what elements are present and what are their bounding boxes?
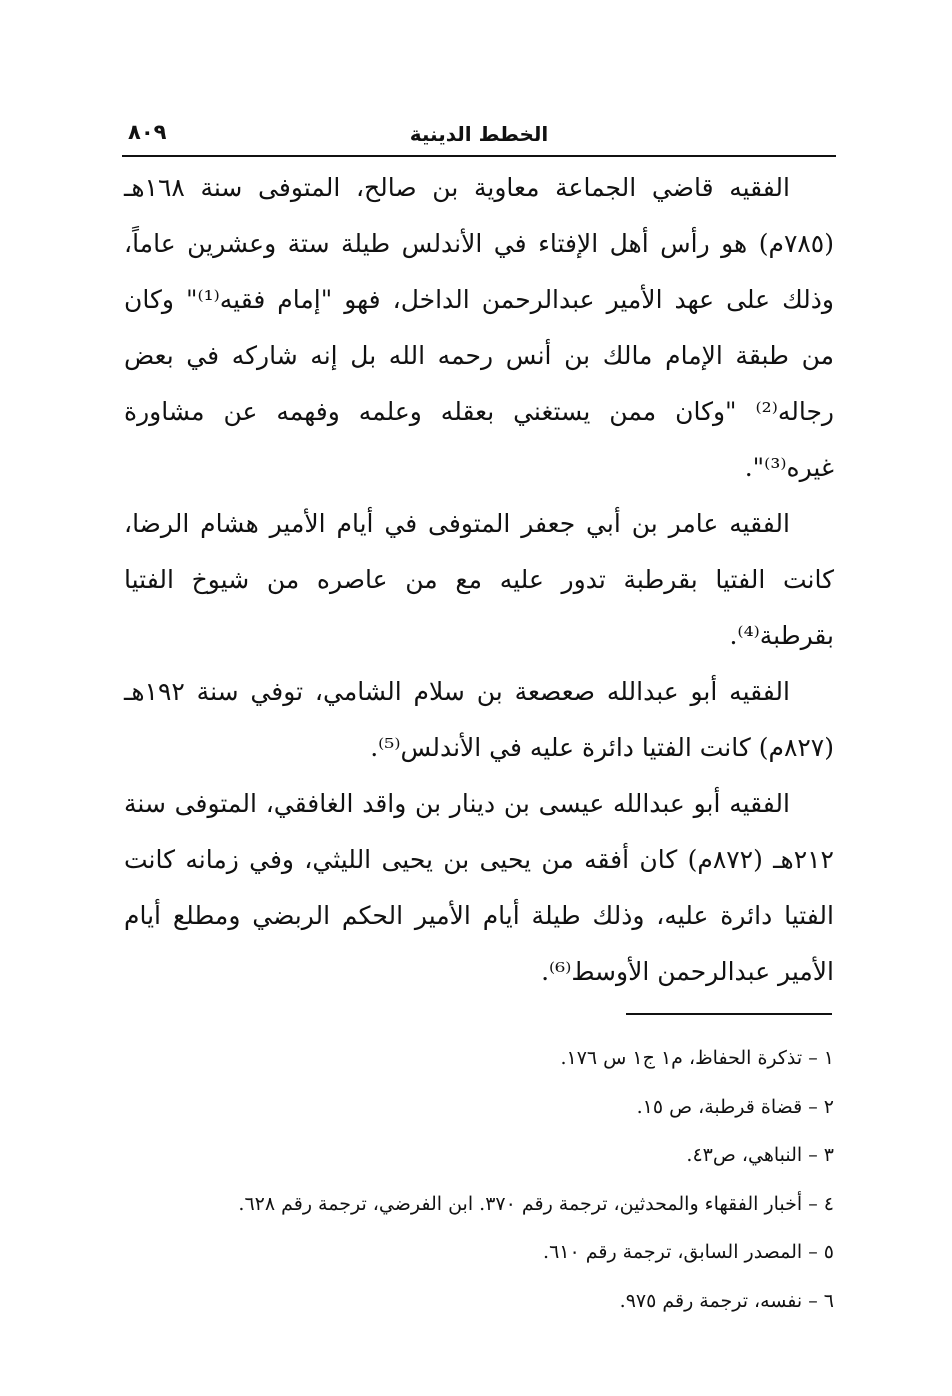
page-header [122,118,836,154]
body-text [124,160,834,1000]
footnotes-list [124,1034,834,1325]
paragraph: الفقيه أبو عبدالله صعصعة بن سلام الشامي، توفي سنة ١٩٢هـ (٨٢٧م) كانت الفتيا دائرة عليه في الأندلس⁽⁵⁾. [124,677,834,762]
header-rule [122,155,836,157]
paragraph: الفقيه أبو عبدالله عيسى بن دينار بن واقد الغافقي، المتوفى سنة ٢١٢هـ (٨٧٢م) كان أفقه من يحيى بن يحيى الليثي، وفي زمانه كانت الفتيا دائرة عليه، وذلك طيلة أيام الأمير الحكم الربضي ومطلع أيام الأمير عبدالرحمن الأوسط⁽⁶⁾. [124,789,834,986]
footnote: ٣ – النباهي، ص٤٣. [686,1144,834,1166]
page-number: ٨٠٩ [128,120,167,144]
footnote: ٦ – نفسه، ترجمة رقم ٩٧٥. [619,1289,834,1312]
footnote: ٥ – المصدر السابق، ترجمة رقم ٦١٠. [543,1241,834,1263]
paragraph: الفقيه قاضي الجماعة معاوية بن صالح، المتوفى سنة ١٦٨هـ (٧٨٥م) هو رأس أهل الإفتاء في الأندلس طيلة ستة وعشرين عاماً، وذلك على عهد الأمير عبدالرحمن الداخل، فهو "إمام فقيه⁽¹⁾" وكان من طبقة الإمام مالك بن أنس رحمه الله بل إنه شاركه في بعض رجاله⁽²⁾ "وكان ممن يستغني بعقله وعلمه وفهمه عن مشاورة غيره⁽³⁾". [124,173,834,482]
footnote: ١ – تذكرة الحفاظ، م١ ج١ س ١٧٦. [560,1047,834,1069]
footnote: ٤ – أخبار الفقهاء والمحدثين، ترجمة رقم ٣٧٠. ابن الفرضي، ترجمة رقم ٦٢٨. [238,1192,834,1215]
footnote: ٢ – قضاة قرطبة، ص ١٥. [636,1095,834,1118]
paragraph: الفقيه عامر بن أبي جعفر المتوفى في أيام الأمير هشام الرضا، كانت الفتيا بقرطبة تدور عليه مع من عاصره من شيوخ الفتيا بقرطبة⁽⁴⁾. [124,509,834,650]
footnote-separator [626,1013,832,1015]
running-title: الخطط الدينية [409,122,549,146]
